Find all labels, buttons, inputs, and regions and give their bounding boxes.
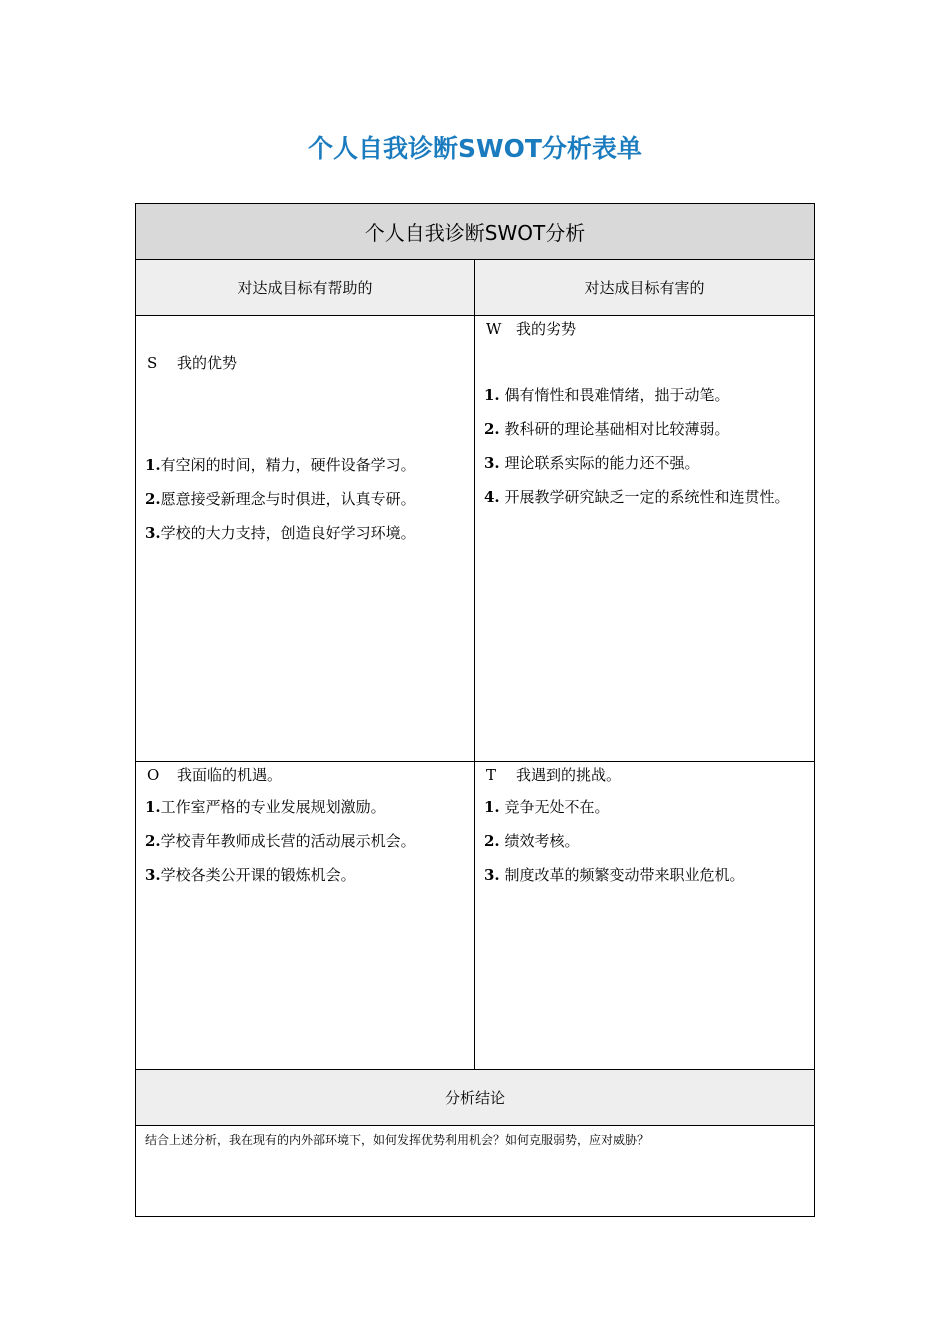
weaknesses-cell (475, 316, 814, 762)
strengths-cell (136, 316, 475, 762)
list-item: 3.学校的大力支持，创造良好学习环境。 (145, 524, 416, 542)
page-title: 个人自我诊断SWOT分析表单 (308, 134, 642, 163)
list-item: 2. 教科研的理论基础相对比较薄弱。 (484, 420, 730, 438)
threats-list (484, 790, 805, 892)
list-item: 4. 开展教学研究缺乏一定的系统性和连贯性。 (484, 488, 790, 506)
list-item: 2.学校青年教师成长营的活动展示机会。 (145, 832, 416, 850)
strengths-list (145, 448, 465, 550)
threats-label: 我遇到的挑战。 (516, 766, 622, 784)
strengths-label: 我的优势 (177, 354, 238, 372)
list-item: 1. 偶有惰性和畏难情绪，拙于动笔。 (484, 386, 730, 404)
threats-letter: T (486, 766, 497, 784)
conclusion-header: 分析结论 (136, 1070, 814, 1126)
strengths-letter: S (147, 354, 158, 372)
threats-heading (486, 764, 621, 785)
weaknesses-letter: W (486, 320, 502, 338)
list-item: 1.有空闲的时间，精力，硬件设备学习。 (145, 456, 416, 474)
weaknesses-heading (486, 318, 576, 339)
weaknesses-label: 我的劣势 (516, 320, 577, 338)
conclusion-text: 结合上述分析，我在现有的内外部环境下，如何发挥优势利用机会？如何克服弱势，应对威胁？ (145, 1133, 650, 1147)
swot-table (135, 203, 815, 1217)
harmful-header: 对达成目标有害的 (475, 260, 814, 316)
opportunities-letter: O (147, 766, 160, 784)
strengths-heading (147, 352, 237, 373)
threats-cell (475, 762, 814, 1070)
opportunities-cell (136, 762, 475, 1070)
list-item: 2.愿意接受新理念与时俱进，认真专研。 (145, 490, 416, 508)
weaknesses-list (484, 378, 805, 516)
opportunities-heading (147, 764, 282, 785)
opportunities-list (145, 790, 465, 892)
helpful-header: 对达成目标有帮助的 (136, 260, 475, 316)
list-item: 1.工作室严格的专业发展规划激励。 (145, 798, 386, 816)
list-item: 1. 竞争无处不在。 (484, 798, 610, 816)
list-item: 3. 理论联系实际的能力还不强。 (484, 454, 700, 472)
table-title: 个人自我诊断SWOT分析 (136, 204, 814, 260)
list-item: 2. 绩效考核。 (484, 832, 580, 850)
list-item: 3. 制度改革的频繁变动带来职业危机。 (484, 866, 745, 884)
list-item: 3.学校各类公开课的锻炼机会。 (145, 866, 356, 884)
opportunities-label: 我面临的机遇。 (177, 766, 283, 784)
